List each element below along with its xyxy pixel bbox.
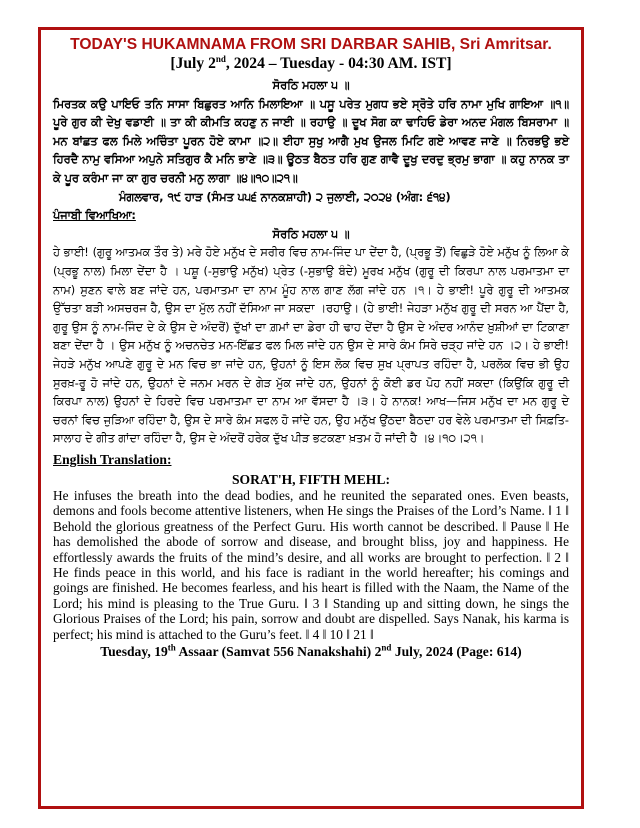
footer-mid: Assaar (Samvat 556 Nanakshahi) 2 [175,643,382,659]
date-prefix: [July 2 [170,55,216,72]
english-translation-body: He infuses the breath into the dead bodies, and he reunited the separated ones. Even beasts, demons and fools become attentive listeners, when He sings the Praises of the Lord’s Name. ‖ 1 ‖ Behold the glorious greatness of the Perfect Guru. His worth cannot be described. ‖ Pause ‖ He has demolished the abode of sorrow and disease, and brought bliss, joy and happiness. He effortlessly awards the fruits of the mind’s desire, and all works are brought to perfection. ‖ 2 ‖ He finds peace in this world, and his face is radiant in the world hereafter; his comings and goings are finished. He becomes fearless, and his heart is filled with the Naam, the Name of the Lord; his mind is pleasing to the True Guru. ‖ 3 ‖ Standing up and sitting down, he sings the Glorious Praises of the Lord; his pain, sorrow and doubt are dispelled. Says Nanak, his karma is perfect; his mind is attached to the Guru’s feet. ‖ 4 ‖ 10 ‖ 21 ‖ [53,487,569,642]
page-title: TODAY'S HUKAMNAMA FROM SRI DARBAR SAHIB, Sri Amritsar. [70,36,552,53]
english-subtitle: SORAT'H, FIFTH MEHL: [232,471,390,487]
gurbani-verse: ਮਿਰਤਕ ਕਉ ਪਾਇਓ ਤਨਿ ਸਾਸਾ ਬਿਛੁਰਤ ਆਨਿ ਮਿਲਾਇਆ ॥ ਪਸੂ ਪਰੇਤ ਮੁਗਧ ਭਏ ਸ੍ਰੋਤੇ ਹਰਿ ਨਾਮਾ ਮੁਖਿ ਗਾਇਆ ॥੧॥ ਪੂਰੇ ਗੁਰ ਕੀ ਦੇਖੁ ਵਡਾਈ ॥ ਤਾ ਕੀ ਕੀਮਤਿ ਕਹਣੁ ਨ ਜਾਈ ॥ ਰਹਾਉ ॥ ਦੂਖ ਸੋਗ ਕਾ ਢਾਹਿਓ ਡੇਰਾ ਅਨਦ ਮੰਗਲ ਬਿਸਰਾਮਾ ॥ ਮਨ ਬਾਂਛਤ ਫਲ ਮਿਲੇ ਅਚਿੰਤਾ ਪੂਰਨ ਹੋਏ ਕਾਮਾ ॥੨॥ ਈਹਾ ਸੁਖੁ ਆਗੈ ਮੁਖ ਉਜਲ ਮਿਟਿ ਗਏ ਆਵਣ ਜਾਣੇ ॥ ਨਿਰਭਉ ਭਏ ਹਿਰਦੈ ਨਾਮੁ ਵਸਿਆ ਅਪੁਨੇ ਸਤਿਗੁਰ ਕੈ ਮਨਿ ਭਾਣੇ ॥੩॥ ਊਠਤ ਬੈਠਤ ਹਰਿ ਗੁਣ ਗਾਵੈ ਦੂਖੁ ਦਰਦੁ ਭ੍ਰਮੁ ਭਾਗਾ ॥ ਕਹੁ ਨਾਨਕ ਤਾ ਕੇ ਪੂਰ ਕਰੰਮਾ ਜਾ ਕਾ ਗੁਰ ਚਰਨੀ ਮਨੁ ਲਾਗਾ ॥੪॥੧੦॥੨੧॥ [53,97,569,185]
date-line [53,54,569,74]
punjabi-explanation: ਹੇ ਭਾਈ! (ਗੁਰੂ ਆਤਮਕ ਤੌਰ ਤੇ) ਮਰੇ ਹੋਏ ਮਨੁੱਖ ਦੇ ਸਰੀਰ ਵਿਚ ਨਾਮ-ਜਿੰਦ ਪਾ ਦੇਂਦਾ ਹੈ, (ਪ੍ਰਭੂ ਤੋਂ) ਵਿਛੁੜੇ ਹੋਏ ਮਨੁੱਖ ਨੂੰ ਲਿਆ ਕੇ (ਪ੍ਰਭੂ ਨਾਲ) ਮਿਲਾ ਦੇਂਦਾ ਹੈ । ਪਸ਼ੂ (-ਸੁਭਾਉ ਮਨੁੱਖ) ਪ੍ਰੇਤ (-ਸੁਭਾਉ ਬੰਦੇ) ਮੂਰਖ ਮਨੁੱਖ (ਗੁਰੂ ਦੀ ਕਿਰਪਾ ਨਾਲ ਪਰਮਾਤਮਾ ਦਾ ਨਾਮ) ਸੁਣਨ ਵਾਲੇ ਬਣ ਜਾਂਦੇ ਹਨ, ਪਰਮਾਤਮਾ ਦਾ ਨਾਮ ਮੂੰਹ ਨਾਲ ਗਾਣ ਲੱਗ ਜਾਂਦੇ ਹਨ ।੧। ਹੇ ਭਾਈ! ਪੂਰੇ ਗੁਰੂ ਦੀ ਆਤਮਕ ਉੱਚਤਾ ਬੜੀ ਅਸਚਰਜ ਹੈ, ਉਸ ਦਾ ਮੁੱਲ ਨਹੀਂ ਦੱਸਿਆ ਜਾ ਸਕਦਾ ।ਰਹਾਉ। (ਹੇ ਭਾਈ! ਜੇਹੜਾ ਮਨੁੱਖ ਗੁਰੂ ਦੀ ਸਰਨ ਆ ਪੈਂਦਾ ਹੈ, ਗੁਰੂ ਉਸ ਨੂੰ ਨਾਮ-ਜਿੰਦ ਦੇ ਕੇ ਉਸ ਦੇ ਅੰਦਰੋਂ) ਦੁੱਖਾਂ ਦਾ ਗ਼ਮਾਂ ਦਾ ਡੇਰਾ ਹੀ ਢਾਹ ਦੇਂਦਾ ਹੈ ਉਸ ਦੇ ਅੰਦਰ ਆਨੰਦ ਖ਼ੁਸ਼ੀਆਂ ਦਾ ਟਿਕਾਣਾ ਬਣਾ ਦੇਂਦਾ ਹੈ । ਉਸ ਮਨੁੱਖ ਨੂੰ ਅਚਨਚੇਤ ਮਨ-ਇੱਛਤ ਫਲ ਮਿਲ ਜਾਂਦੇ ਹਨ ਉਸ ਦੇ ਸਾਰੇ ਕੰਮ ਸਿਰੇ ਚੜ੍ਹ ਜਾਂਦੇ ਹਨ ।੨। ਹੇ ਭਾਈ! ਜੇਹੜੇ ਮਨੁੱਖ ਆਪਣੇ ਗੁਰੂ ਦੇ ਮਨ ਵਿਚ ਭਾ ਜਾਂਦੇ ਹਨ, ਉਹਨਾਂ ਨੂੰ ਇਸ ਲੋਕ ਵਿਚ ਸੁਖ ਪ੍ਰਾਪਤ ਰਹਿੰਦਾ ਹੈ, ਪਰਲੋਕ ਵਿਚ ਭੀ ਉਹ ਸੁਰਖ਼-ਰੂ ਹੋ ਜਾਂਦੇ ਹਨ, ਉਹਨਾਂ ਦੇ ਜਨਮ ਮਰਨ ਦੇ ਗੇੜ ਮੁੱਕ ਜਾਂਦੇ ਹਨ, ਉਹਨਾਂ ਨੂੰ ਕੋਈ ਡਰ ਪੋਹ ਨਹੀਂ ਸਕਦਾ (ਕਿਉਂਕਿ ਗੁਰੂ ਦੀ ਕਿਰਪਾ ਨਾਲ) ਉਹਨਾਂ ਦੇ ਹਿਰਦੇ ਵਿਚ ਪਰਮਾਤਮਾ ਦਾ ਨਾਮ ਆ ਵੱਸਦਾ ਹੈ ।੩। ਹੇ ਨਾਨਕ! ਆਖ—ਜਿਸ ਮਨੁੱਖ ਦਾ ਮਨ ਗੁਰੂ ਦੇ ਚਰਨਾਂ ਵਿਚ ਜੁੜਿਆ ਰਹਿੰਦਾ ਹੈ, ਉਸ ਦੇ ਸਾਰੇ ਕੰਮ ਸਫਲ ਹੋ ਜਾਂਦੇ ਹਨ, ਉਹ ਮਨੁੱਖ ਉਂਠਦਾ ਬੈਠਦਾ ਹਰ ਵੇਲੇ ਪਰਮਾਤਮਾ ਦੀ ਸਿਫ਼ਤਿ-ਸਾਲਾਹ ਦੇ ਗੀਤ ਗਾਂਦਾ ਰਹਿੰਦਾ ਹੈ, ਉਸ ਦੇ ਅੰਦਰੋਂ ਹਰੇਕ ਦੁੱਖ ਪੀੜ ਭਟਕਣਾ ਖ਼ਤਮ ਹੋ ਜਾਂਦੀ ਹੈ ।੪।੧੦।੨੧। [53,246,569,446]
footer-date [53,642,569,661]
footer-sup-1: th [167,642,176,653]
raag-title-2: ਸੋਰਠਿ ਮਹਲਾ ੫ ॥ [272,227,350,241]
footer-post: July, 2024 (Page: 614) [391,643,522,659]
footer-pre: Tuesday, 19 [100,643,168,659]
date-rest: , 2024 – Tuesday - 04:30 AM. IST] [225,55,452,72]
english-translation-heading: English Translation: [53,451,172,467]
punjabi-explanation-heading [53,207,569,226]
footer-sup-2: nd [381,642,392,653]
punjabi-explanation-heading-text: ਪੰਜਾਬੀ ਵਿਆਖਿਆ: [53,209,136,223]
punjabi-date-line: ਮੰਗਲਵਾਰ, ੧੯ ਹਾੜ (ਸੰਮਤ ੫੫੬ ਨਾਨਕਸ਼ਾਹੀ) ੨ ਜੁਲਾਈ, ੨੦੨੪ (ਅੰਗ: ੬੧੪) [119,190,451,204]
raag-title: ਸੋਰਠਿ ਮਹਲਾ ੫ ॥ [272,79,350,92]
hukamnama-frame [38,27,584,809]
date-suffix: nd [215,53,226,64]
